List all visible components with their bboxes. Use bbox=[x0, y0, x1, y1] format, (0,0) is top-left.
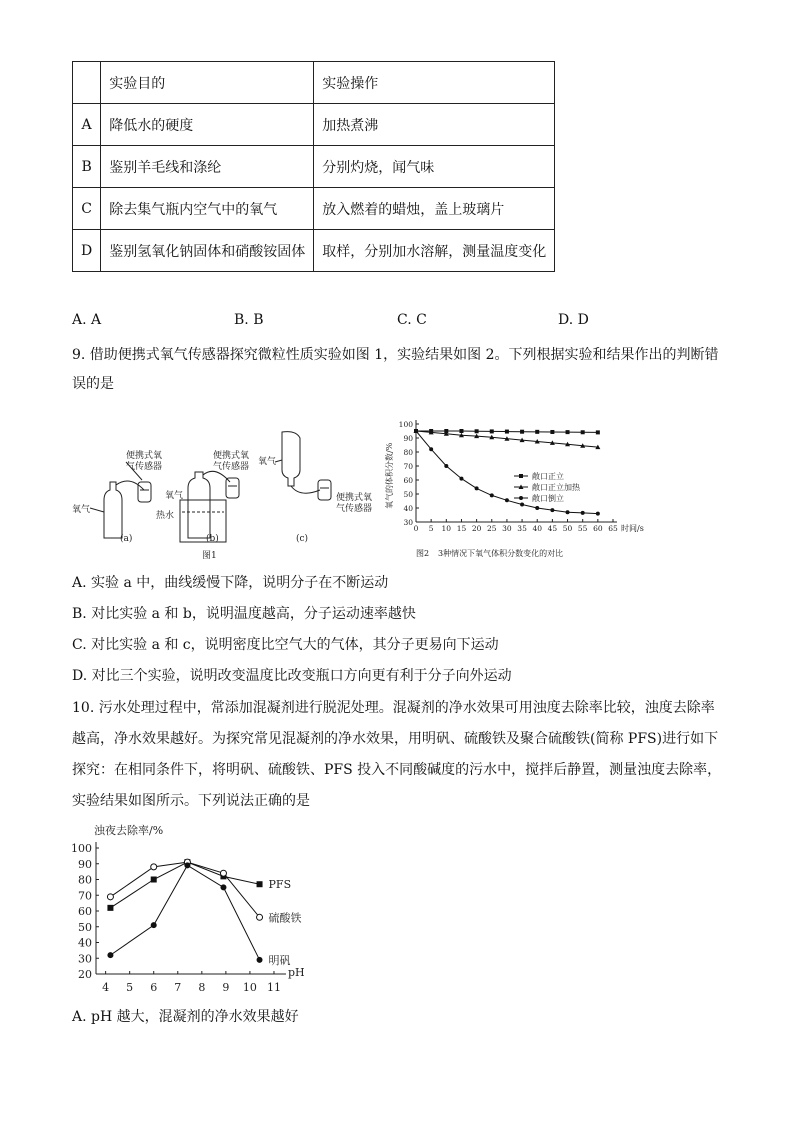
chart1-x-tick-label: 5 bbox=[428, 524, 434, 533]
q9-option-c[interactable]: C. 对比实验 a 和 c，说明密度比空气大的气体，其分子更易向下运动 bbox=[72, 637, 499, 653]
chart1-y-tick-label: 50 bbox=[403, 490, 413, 499]
chart1-x-tick-label: 45 bbox=[547, 524, 558, 533]
fig1-hot-water-label: 热水 bbox=[156, 511, 175, 521]
chart1-y-tick-label: 80 bbox=[403, 448, 413, 457]
figure1-apparatus bbox=[70, 420, 373, 565]
chart1-legend-marker bbox=[519, 496, 523, 500]
chart2-series-label: 硫酸铁 bbox=[268, 911, 302, 925]
chart1-data-point bbox=[475, 486, 479, 490]
chart1-data-point bbox=[550, 430, 554, 434]
chart1-x-tick-label: 55 bbox=[577, 524, 588, 533]
fig1-oxygen-label: 氧气 bbox=[258, 457, 277, 467]
table-cell: 加热煮沸 bbox=[314, 104, 555, 146]
chart2-data-point bbox=[107, 952, 113, 958]
table-cell: A bbox=[73, 104, 101, 146]
chart1-legend-marker bbox=[519, 474, 523, 478]
chart1-y-tick-label: 70 bbox=[403, 462, 413, 471]
chart1-data-point bbox=[429, 447, 433, 451]
table-row bbox=[73, 104, 555, 146]
q9-stem-line2: 误的是 bbox=[72, 376, 114, 392]
table-header-purpose: 实验目的 bbox=[101, 62, 314, 104]
chart1-ylabel: 氧气的体积分数/% bbox=[385, 442, 394, 509]
chart2-data-point bbox=[220, 884, 226, 890]
chart2-y-tick-label: 100 bbox=[71, 842, 92, 855]
chart2-series-label: PFS bbox=[268, 878, 292, 892]
chart1-data-point bbox=[581, 430, 585, 434]
chart2-y-tick-label: 30 bbox=[78, 952, 92, 966]
chart2-data-point bbox=[220, 870, 226, 876]
q10-stem-line2: 越高，净水效果越好。为探究常见混凝剂的净水效果，用明矾、硫酸铁及聚合硫酸铁(简称 PFS)进行如下 bbox=[72, 731, 719, 747]
q10-stem-line3: 探究：在相同条件下，将明矾、硫酸铁、PFS 投入不同酸碱度的污水中，搅拌后静置，测量浊度去除率， bbox=[72, 762, 722, 778]
fig1-sensor-label: 便携式氧 bbox=[336, 493, 373, 503]
chart1-y-tick-label: 60 bbox=[403, 476, 413, 485]
table-row bbox=[73, 188, 555, 230]
chart1-x-tick-label: 60 bbox=[593, 524, 603, 533]
chart1-data-point bbox=[505, 430, 509, 434]
chart1-data-point bbox=[535, 430, 539, 434]
chart1-data-point bbox=[581, 511, 585, 515]
table-cell: D bbox=[73, 230, 101, 272]
table-cell: 除去集气瓶内空气中的氧气 bbox=[101, 188, 314, 230]
table-cell: C bbox=[73, 188, 101, 230]
table-header-operation: 实验操作 bbox=[314, 62, 555, 104]
table-cell: 鉴别羊毛线和涤纶 bbox=[101, 146, 314, 188]
q8-option-b[interactable]: B. B bbox=[234, 312, 264, 328]
q9-option-a[interactable]: A. 实验 a 中，曲线缓慢下降，说明分子在不断运动 bbox=[72, 575, 389, 591]
chart1-x-tick-label: 25 bbox=[486, 524, 497, 533]
chart1-caption-prefix: 图2 bbox=[416, 549, 430, 558]
fig1-sub-a: (a) bbox=[120, 534, 133, 544]
chart1-title: 3种情况下氧气体积分数变化的对比 bbox=[438, 549, 564, 558]
fig1-oxygen-label: 氧气 bbox=[72, 505, 91, 515]
chart2-data-point bbox=[184, 862, 190, 868]
chart2-y-tick-label: 20 bbox=[78, 968, 92, 981]
chart1-y-tick-label: 90 bbox=[403, 434, 413, 443]
chart1-data-point bbox=[566, 430, 570, 434]
chart1-data-point bbox=[550, 508, 554, 512]
chart1-data-point bbox=[520, 430, 524, 434]
table-cell: 降低水的硬度 bbox=[101, 104, 314, 146]
chart2-y-tick-label: 50 bbox=[78, 920, 92, 934]
chart1-data-point bbox=[596, 512, 600, 516]
table-row bbox=[73, 230, 555, 272]
q10-option-a[interactable]: A. pH 越大，混凝剂的净水效果越好 bbox=[72, 1009, 299, 1025]
table-cell bbox=[73, 62, 101, 104]
chart2-series-label: 明矾 bbox=[268, 953, 291, 967]
chart2-data-point bbox=[257, 957, 263, 963]
chart1-data-point bbox=[459, 429, 463, 433]
table-cell: 取样，分别加水溶解，测量温度变化 bbox=[314, 230, 555, 272]
chart1-xlabel: 时间/s bbox=[621, 524, 644, 533]
chart1-x-tick-label: 20 bbox=[471, 524, 482, 533]
chart2-data-point bbox=[151, 922, 157, 928]
chart2-x-tick-label: 10 bbox=[242, 981, 257, 994]
chart1-data-point bbox=[444, 464, 448, 468]
fig1-caption: 图1 bbox=[202, 551, 217, 561]
table-cell: 分别灼烧，闻气味 bbox=[314, 146, 555, 188]
chart2-y-tick-label: 60 bbox=[78, 905, 92, 918]
fig1-sensor-label: 便携式氧 bbox=[213, 451, 250, 461]
chart1-y-tick-label: 100 bbox=[398, 420, 413, 429]
fig1-oxygen-label: 氧气 bbox=[165, 491, 184, 501]
q8-option-a[interactable]: A. A bbox=[72, 312, 102, 328]
q9-option-b[interactable]: B. 对比实验 a 和 b，说明温度越高，分子运动速率越快 bbox=[72, 606, 416, 622]
chart1-data-point bbox=[490, 429, 494, 433]
q10-stem-line1: 10. 污水处理过程中，常添加混凝剂进行脱泥处理。混凝剂的净水效果可用浊度去除率比较，浊度去除率 bbox=[72, 700, 715, 716]
chart2-y-tick-label: 40 bbox=[78, 936, 92, 950]
chart1-x-tick-label: 50 bbox=[562, 524, 573, 533]
q10-stem-line4: 实验结果如图所示。下列说法正确的是 bbox=[72, 793, 310, 809]
chart1-x-tick-label: 10 bbox=[441, 524, 452, 533]
chart1-y-tick-label: 30 bbox=[403, 518, 413, 527]
experiment-table bbox=[72, 61, 555, 272]
chart2-data-point bbox=[107, 905, 113, 911]
chart1-data-point bbox=[505, 498, 509, 502]
fig1-sensor-label: 便携式氧 bbox=[126, 451, 163, 461]
chart2-x-tick-label: 7 bbox=[174, 981, 182, 994]
table-row bbox=[73, 146, 555, 188]
figure2-oxygen-chart bbox=[368, 414, 644, 564]
chart2-y-tick-label: 70 bbox=[78, 889, 92, 903]
chart2-x-tick-label: 8 bbox=[198, 981, 206, 994]
chart2-data-point bbox=[107, 894, 113, 900]
table-cell: B bbox=[73, 146, 101, 188]
chart2-y-tick-label: 90 bbox=[78, 857, 92, 871]
chart1-legend-label: 敞口正立 bbox=[532, 472, 564, 481]
chart1-data-point bbox=[475, 429, 479, 433]
q9-stem-line1: 9. 借助便携式氧气传感器探究微粒性质实验如图 1，实验结果如图 2。下列根据实验和结果作出的判断错 bbox=[72, 347, 719, 363]
chart1-legend-label: 敞口正立加热 bbox=[532, 483, 580, 492]
q8-option-c[interactable]: C. C bbox=[397, 312, 427, 328]
chart2-x-tick-label: 11 bbox=[266, 981, 281, 994]
chart1-y-tick-label: 40 bbox=[403, 504, 413, 513]
chart1-data-point bbox=[520, 503, 524, 507]
chart1-x-tick-label: 15 bbox=[456, 524, 467, 533]
chart1-legend-label: 敞口倒立 bbox=[532, 494, 564, 503]
table-cell: 放入燃着的蜡烛，盖上玻璃片 bbox=[314, 188, 555, 230]
chart1-x-tick-label: 40 bbox=[532, 524, 543, 533]
chart2-data-point bbox=[257, 881, 263, 887]
chart1-data-point bbox=[596, 430, 600, 434]
chart2-x-tick-label: 4 bbox=[102, 981, 110, 994]
chart1-x-tick-label: 65 bbox=[608, 524, 618, 533]
turbidity-chart bbox=[66, 816, 336, 1000]
chart2-x-tick-label: 6 bbox=[150, 981, 158, 994]
chart1-x-tick-label: 35 bbox=[517, 524, 527, 533]
chart2-ylabel: 浊夜去除率/% bbox=[94, 824, 164, 837]
chart1-x-tick-label: 30 bbox=[502, 524, 512, 533]
chart2-data-point bbox=[151, 864, 157, 870]
fig1-sub-c: (c) bbox=[296, 534, 309, 544]
q8-option-d[interactable]: D. D bbox=[558, 312, 589, 328]
chart2-x-tick-label: 9 bbox=[222, 981, 230, 994]
chart2-x-tick-label: 5 bbox=[126, 981, 134, 994]
chart2-data-point bbox=[151, 877, 157, 883]
chart1-data-point bbox=[535, 506, 539, 510]
table-header-row bbox=[73, 62, 555, 104]
chart1-data-point bbox=[459, 477, 463, 481]
chart2-xlabel: pH bbox=[288, 966, 305, 979]
chart2-data-point bbox=[257, 914, 263, 920]
fig1-sensor-label: 气传感器 bbox=[213, 462, 250, 472]
chart1-data-point bbox=[414, 429, 418, 433]
fig1-sensor-label: 气传感器 bbox=[336, 504, 373, 514]
fig1-sub-b: (b) bbox=[206, 534, 219, 544]
q9-option-d[interactable]: D. 对比三个实验，说明改变温度比改变瓶口方向更有利于分子向外运动 bbox=[72, 668, 512, 684]
chart1-data-point bbox=[566, 510, 570, 514]
table-cell: 鉴别氢氧化钠固体和硝酸铵固体 bbox=[101, 230, 314, 272]
chart2-y-tick-label: 80 bbox=[78, 873, 92, 887]
chart1-x-tick-label: 0 bbox=[413, 524, 419, 533]
fig1-sensor-label: 气传感器 bbox=[126, 462, 163, 472]
chart1-data-point bbox=[490, 493, 494, 497]
